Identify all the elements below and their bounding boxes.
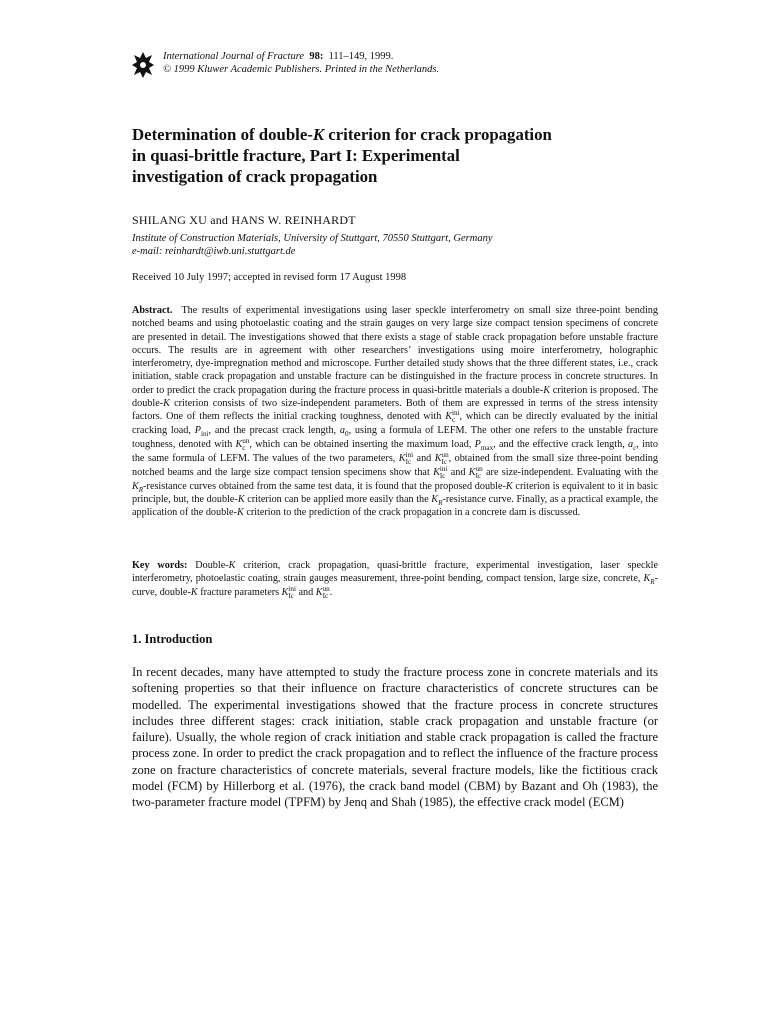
section-heading-introduction: 1. Introduction [132, 632, 213, 646]
introduction-paragraph: In recent decades, many have attempted to study the fracture process zone in concrete materials and its softening properties so that their influence on fracture characteristics of concrete structures can be modelled. The experimental investigations showed that the fracture process in concrete structures includes three different stages: crack initiation, stable crack propagation and unstable fracture (or failure). Usually, the whole region of crack initiation and stable crack propagation is called the fracture process zone. In order to predict the crack propagation and to reflect the influence of the fracture process zone on fracture characteristics of concrete materials, several fracture models, like the fictitious crack model (FCM) by Hillerborg et al. (1976), the crack band model (CBM) by Bazant and Oh (1983), the two-parameter fracture model (TPFM) by Jenq and Shah (1985), the effective crack model (ECM) [132, 665, 658, 810]
publisher-logo-icon [132, 52, 154, 78]
journal-citation [163, 50, 439, 76]
affiliation: Institute of Construction Materials, University of Stuttgart, 70550 Stuttgart, Germany e-mail: reinhardt@iwb.uni.stuttgart.de [132, 233, 493, 257]
copyright-line: © 1999 Kluwer Academic Publishers. Printed in the Netherlands. [163, 64, 440, 75]
email-address: e-mail: reinhardt@iwb.uni.stuttgart.de [132, 246, 296, 257]
abstract: Abstract. The results of experimental investigations using laser speckle interferometry on small size three-point bending notched beams and using photoelastic coating and the strain gauges on very large size compact tension specimens of concrete are presented in detail. The investigations showed that there exists a stage of stable crack propagation before unstable fracture occurs. The results are in agreement with other researchers’ investigations using moire interferometry, holographic interferometry, dye-impregnation method and microscope. Further detailed study shows that the three different states, i.e., crack initiation, stable crack propagation and unstable fracture can be distinguished in the fracture process in concrete structures. In order to predict the crack propagation during the fracture process in quasi-brittle materials a double-K criterion is proposed. The double-K criterion consists of two size-independent parameters. Both of them are expressed in terms of the stress intensity factors. One of them reflects the initial cracking toughness, denoted with K ini c , which can be directly evaluated by the initial cracking load, $P_{ini}$, and the precast crack length, $a_0$, using a formula of LEFM. The other one refers to the unstable fracture toughness, denoted with K un c , which can be obtained inserting the maximum load, $P_{max}$, and the effective crack length, $a_c$, into the same formula of LEFM. The values of the two parameters, K ini Ic and K un Ic , obtained from the small size three-point bending notched beams and the large size compact tension specimens show that K ini Ic and K un Ic are size-independent. Evaluating with the $K_R$-resistance curves obtained from the same test data, it is found that the proposed double-K criterion is equivalent to it in basic principle, but, the double-K criterion can be applied more easily than the $K_R$-resistance curve. Finally, as a practical example, the application of the double-K criterion to the prediction of the crack propagation in a concrete dam is discussed. [132, 305, 658, 519]
journal-header [132, 50, 658, 80]
paper-title: Determination of double-K criterion for crack propagation in quasi-brittle fracture, Part I: Experimental investigation of crack propagation [132, 125, 552, 186]
journal-volume: 98: [309, 51, 324, 62]
journal-pages: 111–149, 1999. [328, 51, 394, 62]
received-dates: Received 10 July 1997; accepted in revised form 17 August 1998 [132, 272, 407, 283]
abstract-label: Abstract. [132, 305, 173, 316]
journal-name: International Journal of Fracture [163, 51, 305, 62]
keywords-label: Key words: [132, 560, 188, 571]
author-list: SHILANG XU and HANS W. REINHARDT [132, 213, 356, 227]
keywords: Key words: Double-K criterion, crack propagation, quasi-brittle fracture, experimental investigation, laser speckle interferometry, photoelastic coating, strain gauges measurement, three-point bending, compact tension, large size, concrete, $K_R$-curve, double-K fracture parameters K ini Ic and K un Ic . [132, 560, 658, 600]
